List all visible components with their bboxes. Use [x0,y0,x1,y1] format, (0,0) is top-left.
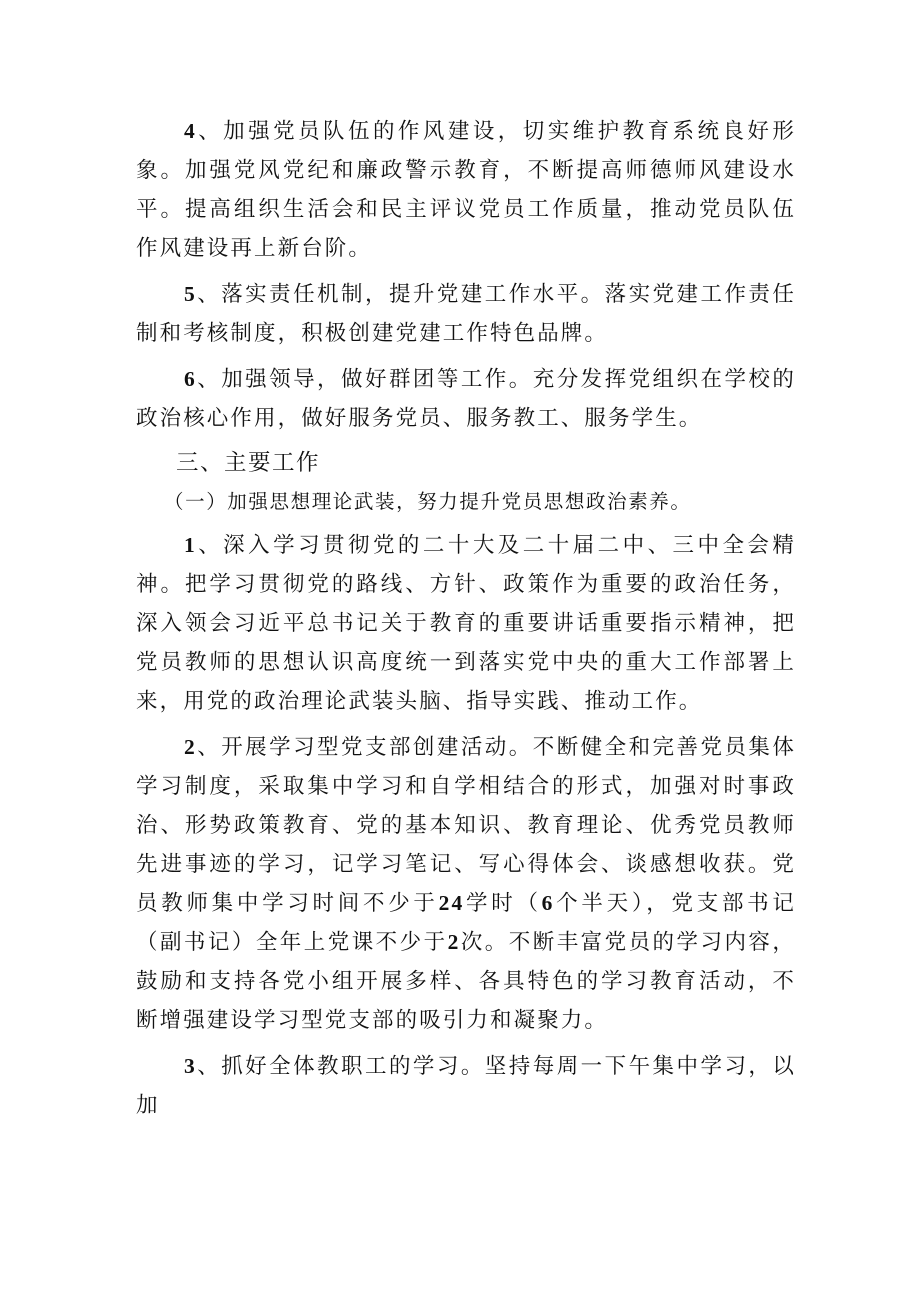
subsection-heading: （一）加强思想理论武装，努力提升党员思想政治素养。 [164,490,692,513]
item-3 [136,1047,796,1125]
item-text: 、开展学习型党支部创建活动。不断健全和完善党员集体学习制度，采取集中学习和自学相结合的形式，加强对时事政治、形势政策教育、党的基本知识、教育理论、优秀党员教师先进事迹的学习，记学习笔记、写心得体会、谈感想收获。党员教师集中学习时间不少于 [136,735,796,916]
paragraph-number: 6 [184,367,197,391]
paragraph-4 [136,112,796,268]
paragraph-number: 4 [184,119,197,143]
paragraph-5 [136,275,796,353]
paragraph-text: 、落实责任机制，提升党建工作水平。落实党建工作责任制和考核制度，积极创建党建工作特色品牌。 [136,282,796,346]
paragraph-text: 、加强党员队伍的作风建设，切实维护教育系统良好形象。加强党风党纪和廉政警示教育，不断提高师德师风建设水平。提高组织生活会和民主评议党员工作质量，推动党员队伍作风建设再上新台阶。 [136,119,796,261]
section-heading: 三、主要工作 [176,450,321,476]
study-hours: 24 [438,891,465,915]
item-number: 2 [184,735,197,759]
document-page [136,112,796,1132]
item-2 [136,728,796,1040]
lecture-times: 2 [447,930,461,954]
paragraph-number: 5 [184,282,197,306]
item-1 [136,526,796,721]
item-number: 3 [184,1054,197,1078]
paragraph-text: 、加强领导，做好群团等工作。充分发挥党组织在学校的政治核心作用，做好服务党员、服务教工、服务学生。 [136,367,796,431]
item-text: 次。不断丰富党员的学习内容，鼓励和支持各党小组开展多样、各具特色的学习教育活动，不断增强建设学习型党支部的吸引力和凝聚力。 [136,930,796,1033]
item-text: 、深入学习贯彻党的二十大及二十届二中、三中全会精神。把学习贯彻党的路线、方针、政策作为重要的政治任务，深入领会习近平总书记关于教育的重要讲话重要指示精神，把党员教师的思想认识高度统一到落实党中央的重大工作部署上来，用党的政治理论武装头脑、指导实践、推动工作。 [136,533,796,714]
half-days: 6 [541,891,555,915]
item-text: 、抓好全体教职工的学习。坚持每周一下午集中学习，以加 [136,1054,796,1118]
item-text: 个半天），党支部书记（副书记）全年上党课不少于 [136,891,796,955]
item-number: 1 [184,533,197,557]
paragraph-6 [136,360,796,438]
item-text: 学时（ [464,891,542,916]
